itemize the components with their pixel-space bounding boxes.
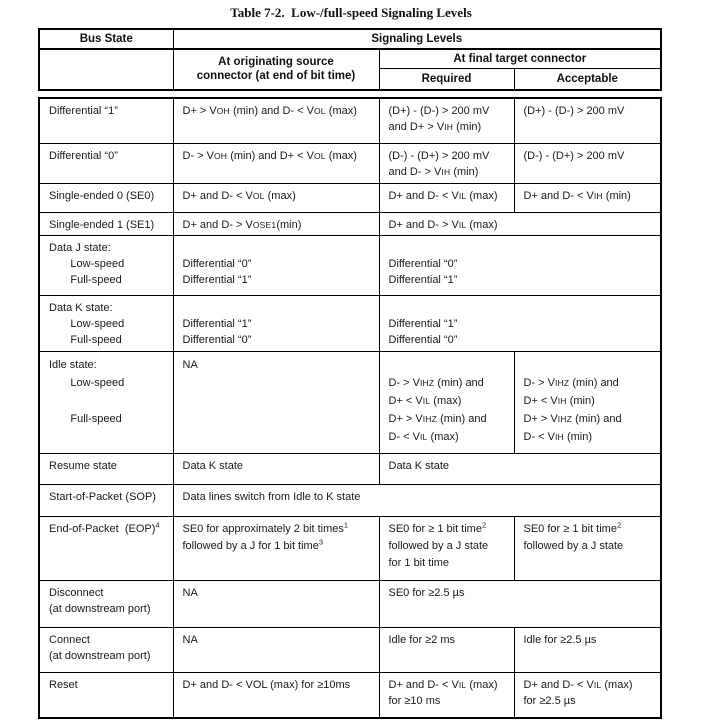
row-disconnect	[39, 581, 661, 628]
cell-required-acceptable: Differential “0” Differential “1”	[379, 236, 661, 296]
cell-required-acceptable: D+ and D- > VIL (max)	[379, 213, 661, 236]
cell-origin: SE0 for approximately 2 bit times$^1$ followed by a J for 1 bit time$^3$	[173, 517, 379, 581]
cell-acceptable: D+ and D- < VIH (min)	[514, 184, 661, 213]
cell-bus-state: Single-ended 1 (SE1)	[39, 213, 173, 236]
header-empty-cell	[39, 49, 173, 90]
row-single-ended-0	[39, 184, 661, 213]
table-body-block	[38, 97, 662, 719]
cell-bus-state: Resume state	[39, 454, 173, 485]
cell-required: D+ and D- < VIL (max) for ≥10 ms	[379, 673, 514, 718]
row-single-ended-1	[39, 213, 661, 236]
cell-bus-state: Idle state: Low-speed Full-speed	[39, 352, 173, 454]
cell-required: Idle for ≥2 ms	[379, 628, 514, 673]
cell-origin: NA	[173, 581, 379, 628]
cell-origin: NA	[173, 352, 379, 454]
header-required: Required	[379, 69, 514, 90]
row-resume-state	[39, 454, 661, 485]
cell-origin: D+ and D- > VOSE1(min)	[173, 213, 379, 236]
cell-required-acceptable: Data K state	[379, 454, 661, 485]
cell-origin: D+ > VOH (min) and D- < VOL (max)	[173, 98, 379, 144]
cell-origin: D- > VOH (min) and D+ < VOL (max)	[173, 144, 379, 184]
row-data-j-state	[39, 236, 661, 296]
cell-bus-state: Differential “1”	[39, 98, 173, 144]
row-differential-0	[39, 144, 661, 184]
cell-acceptable: D- > VIHZ (min) and D+ < VIH (min) D+ > VIHZ (min) and D- < VIH (min)	[514, 352, 661, 454]
cell-bus-state: Start-of-Packet (SOP)	[39, 485, 173, 517]
row-end-of-packet	[39, 517, 661, 581]
header-originating-source: At originating source connector (at end of bit time)	[173, 49, 379, 90]
cell-required: (D-) - (D+) > 200 mV and D- > VIH (min)	[379, 144, 514, 184]
row-connect	[39, 628, 661, 673]
header-row-1	[39, 29, 661, 49]
cell-required: D- > VIHZ (min) and D+ < VIL (max) D+ > VIHZ (min) and D- < VIL (max)	[379, 352, 514, 454]
cell-bus-state: Disconnect (at downstream port)	[39, 581, 173, 628]
cell-bus-state: Single-ended 0 (SE0)	[39, 184, 173, 213]
cell-origin: Differential “0” Differential “1”	[173, 236, 379, 296]
cell-origin: D+ and D- < VOL (max) for ≥10ms	[173, 673, 379, 718]
cell-all-levels: Data lines switch from Idle to K state	[173, 485, 661, 517]
cell-bus-state: Data J state: Low-speed Full-speed	[39, 236, 173, 296]
cell-acceptable: SE0 for ≥ 1 bit time$^2$ followed by a J state	[514, 517, 661, 581]
cell-bus-state: End-of-Packet (EOP)$^4$	[39, 517, 173, 581]
cell-bus-state: Reset	[39, 673, 173, 718]
cell-bus-state: Data K state: Low-speed Full-speed	[39, 296, 173, 352]
row-start-of-packet	[39, 485, 661, 517]
cell-origin: D+ and D- < VOL (max)	[173, 184, 379, 213]
table-caption: Table 7-2. Low-/full-speed Signaling Levels	[230, 5, 472, 20]
cell-required-acceptable: SE0 for ≥2.5 µs	[379, 581, 661, 628]
cell-acceptable: D+ and D- < VIL (max) for ≥2.5 µs	[514, 673, 661, 718]
cell-acceptable: (D-) - (D+) > 200 mV	[514, 144, 661, 184]
cell-required: (D+) - (D-) > 200 mV and D+ > VIH (min)	[379, 98, 514, 144]
table-header-block	[38, 28, 662, 91]
header-row-2	[39, 49, 661, 69]
row-idle-state	[39, 352, 661, 454]
signaling-levels-table	[38, 28, 662, 719]
cell-acceptable: Idle for ≥2.5 µs	[514, 628, 661, 673]
row-differential-1	[39, 98, 661, 144]
cell-required: SE0 for ≥ 1 bit time$^2$ followed by a J state for 1 bit time	[379, 517, 514, 581]
cell-bus-state: Differential “0”	[39, 144, 173, 184]
row-data-k-state	[39, 296, 661, 352]
cell-origin: NA	[173, 628, 379, 673]
cell-required: D+ and D- < VIL (max)	[379, 184, 514, 213]
header-final-target: At final target connector	[379, 49, 661, 69]
cell-required-acceptable: Differential “1” Differential “0”	[379, 296, 661, 352]
cell-acceptable: (D+) - (D-) > 200 mV	[514, 98, 661, 144]
header-signaling-levels: Signaling Levels	[173, 29, 661, 49]
header-bus-state: Bus State	[39, 29, 173, 49]
cell-origin: Differential “1” Differential “0”	[173, 296, 379, 352]
cell-origin: Data K state	[173, 454, 379, 485]
row-reset	[39, 673, 661, 718]
cell-bus-state: Connect (at downstream port)	[39, 628, 173, 673]
header-acceptable: Acceptable	[514, 69, 661, 90]
